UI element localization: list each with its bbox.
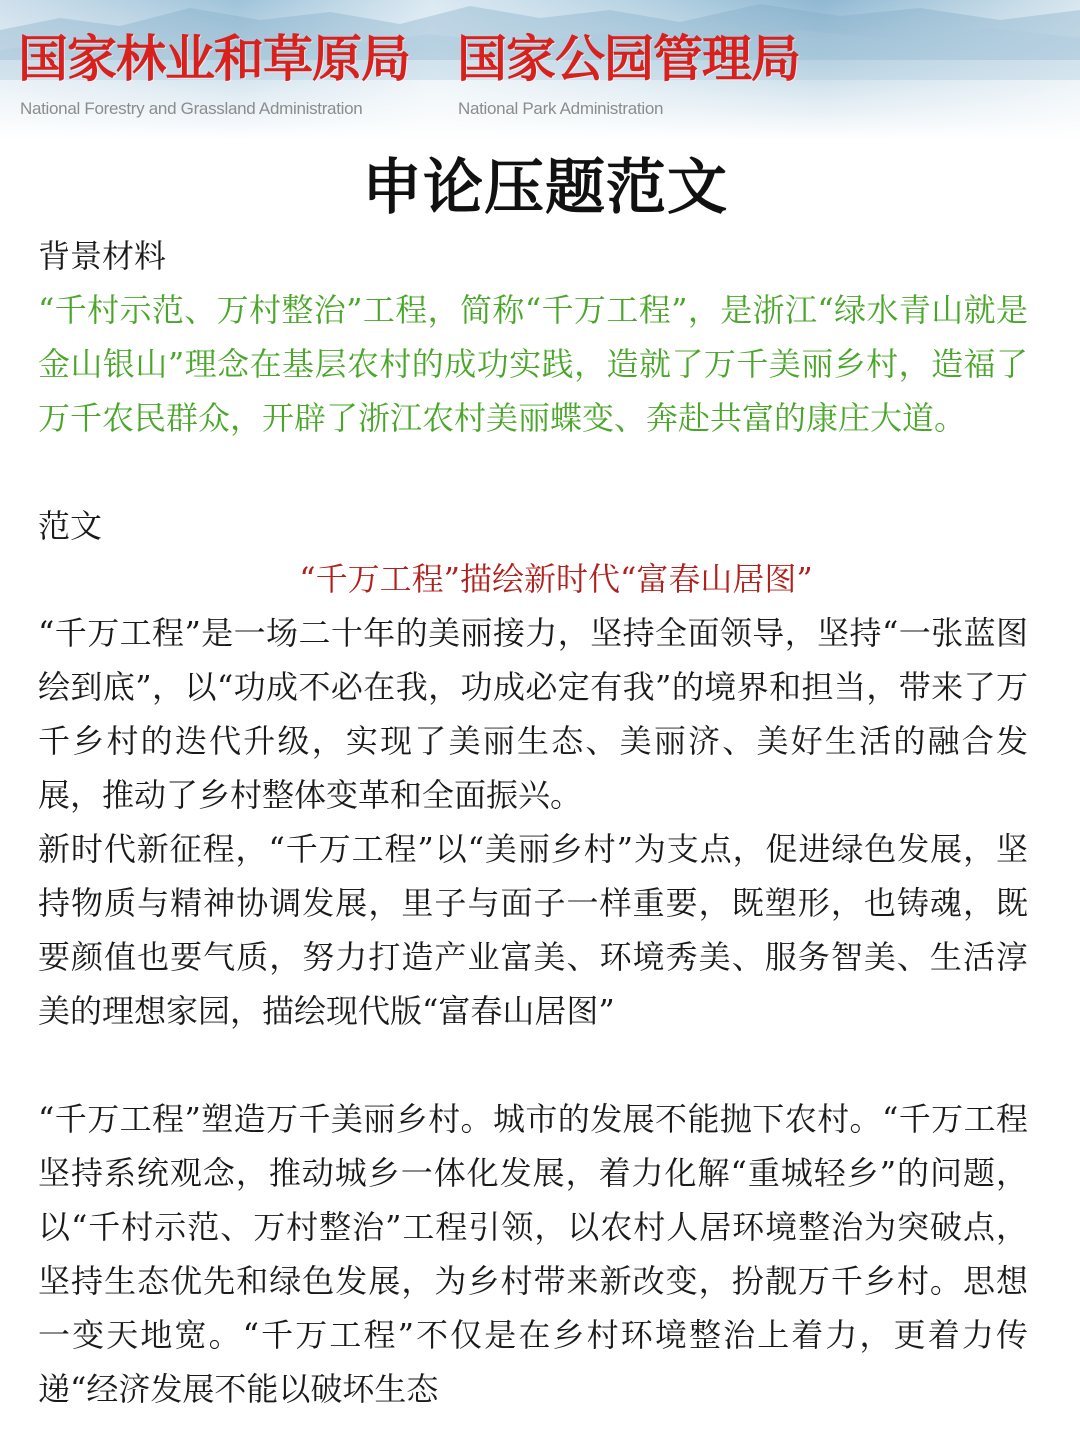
essay-label: 范文 bbox=[38, 507, 103, 545]
page-title: 申论压题范文 bbox=[362, 153, 728, 223]
agency-english-national-park: National Park Administration bbox=[458, 99, 664, 118]
background-label: 背景材料 bbox=[38, 237, 167, 275]
agency-name-forestry: 国家林业和草原局 bbox=[18, 30, 410, 88]
agency-name-national-park: 国家公园管理局 bbox=[457, 30, 800, 88]
essay-paragraph-3: “千万工程”塑造万千美丽乡村。城市的发展不能抛下农村。“千万工程坚持系统观念，推动城乡一体化发展，着力化解“重城轻乡”的问题，以“千村示范、万村整治”工程引领，以农村人居环境整治为突破点，坚持生态优先和绿色发展，为乡村带来新改变，扮靓万千乡村。思想一变天地宽。“千万工程”不仅是在乡村环境整治上着力，更着力传递“经济发展不能以破坏生态 bbox=[38, 1100, 1028, 1408]
essay-paragraph-2: 新时代新征程，“千万工程”以“美丽乡村”为支点，促进绿色发展，坚持物质与精神协调发展，里子与面子一样重要，既塑形，也铸魂，既要颜值也要气质，努力打造产业富美、环境秀美、服务智美、生活淳美的理想家园，描绘现代版“富春山居图” bbox=[38, 830, 1028, 1030]
agency-english-forestry: National Forestry and Grassland Administration bbox=[20, 99, 363, 118]
background-material-text: “千村示范、万村整治”工程，简称“千万工程”，是浙江“绿水青山就是金山银山”理念在基层农村的成功实践，造就了万千美丽乡村，造福了万千农民群众，开辟了浙江农村美丽蝶变、奔赴共富的康庄大道。 bbox=[38, 291, 1028, 437]
essay-paragraph-1: “千万工程”是一场二十年的美丽接力，坚持全面领导，坚持“一张蓝图绘到底”，以“功成不必在我，功成必定有我”的境界和担当，带来了万千乡村的迭代升级，实现了美丽生态、美丽济、美好生活的融合发展，推动了乡村整体变革和全面振兴。 bbox=[38, 614, 1028, 814]
header-banner bbox=[0, 0, 1080, 140]
essay-title: “千万工程”描绘新时代“富春山居图” bbox=[299, 560, 813, 598]
